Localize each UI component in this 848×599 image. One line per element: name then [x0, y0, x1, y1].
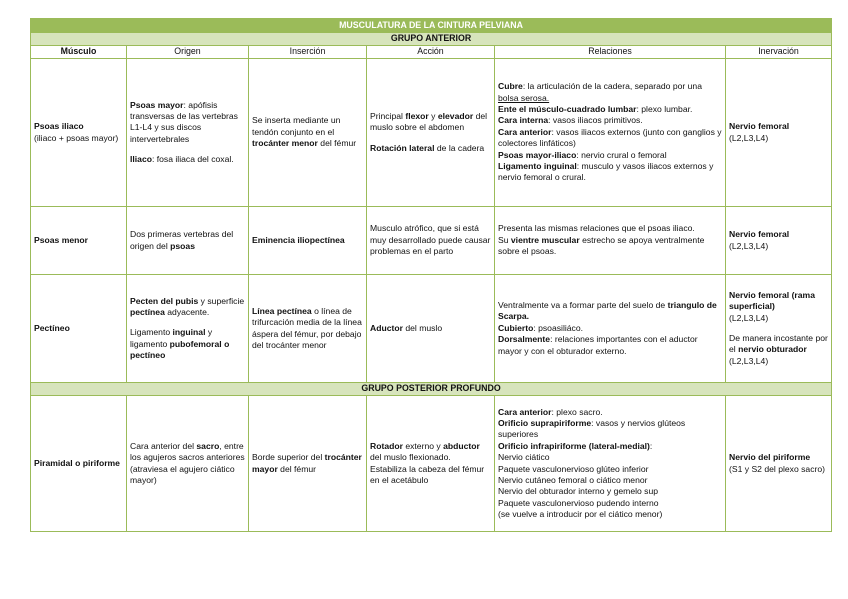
relation-text: Presenta las mismas relaciones que el psoas iliaco. — [498, 223, 695, 234]
origin-text: Ligamento — [130, 327, 173, 338]
column-header-accion: Acción — [367, 46, 495, 59]
relation-label: Cara interna — [498, 115, 549, 126]
muscle-note: (iliaco + psoas mayor) — [34, 132, 119, 143]
origin-label: Iliaco — [130, 154, 152, 165]
insertion-text: del fémur — [277, 463, 317, 474]
relation-label: Orificio infrapiriforme (lateral-medial) — [498, 440, 650, 451]
relation-label: Cubierto — [498, 322, 534, 333]
relation-label: Cara anterior — [498, 126, 552, 137]
nerve-text: De manera incostante por el — [729, 333, 828, 355]
muscle-name: Piramidal o piriforme — [34, 457, 120, 468]
relation-label: Dorsalmente — [498, 334, 551, 345]
origin-cell — [127, 396, 249, 532]
action-text: de la cadera — [434, 142, 485, 153]
insertion-text: del fémur — [317, 138, 357, 149]
origin-text: Cara anterior del — [130, 440, 197, 451]
column-header-relaciones: Relaciones — [495, 46, 726, 59]
group-anterior-header: GRUPO ANTERIOR — [31, 33, 832, 46]
nerve-roots: (S1 y S2 del plexo sacro) — [729, 463, 826, 474]
action-bold: flexor — [405, 110, 429, 121]
action-text: Estabiliza la cabeza del fémur en el acetábulo — [370, 463, 485, 485]
relation-text: estrecho se apoya ventralmente sobre el psoas. — [498, 234, 705, 257]
nerve-roots: (L2,L3,L4) — [729, 312, 769, 323]
nerve-name: Nervio femoral — [729, 121, 790, 132]
origin-cell — [127, 275, 249, 383]
action-bold: Aductor — [370, 322, 403, 333]
relation-label: Ente el músculo-cuadrado lumbar — [498, 104, 637, 115]
insertion-text: Se inserta mediante un tendón conjunto en el — [252, 115, 341, 137]
relation-underlined: bolsa serosa. — [498, 92, 550, 103]
table-row — [31, 59, 832, 207]
nerve-cell — [726, 207, 832, 275]
nerve-cell — [726, 396, 832, 532]
column-header-musculo: Músculo — [31, 46, 127, 59]
origin-bold: sacro — [196, 440, 220, 451]
insertion-bold: Eminencia iliopectínea — [252, 234, 345, 245]
action-text: Principal — [370, 110, 406, 121]
muscle-cell — [31, 207, 127, 275]
relation-label: Psoas mayor-iliaco — [498, 149, 577, 160]
muscle-cell — [31, 275, 127, 383]
list-item: (se vuelve a introducir por el ciático menor) — [498, 508, 663, 519]
insertion-bold: Línea pectínea — [252, 305, 312, 316]
action-text: del muslo — [402, 322, 443, 333]
insertion-cell — [249, 396, 367, 532]
origin-text: adyacente. — [164, 306, 210, 317]
table-title: MUSCULATURA DE LA CINTURA PELVIANA — [31, 19, 832, 33]
relations-cell — [495, 59, 726, 207]
insertion-bold: trocánter menor — [252, 138, 318, 149]
relations-cell — [495, 396, 726, 532]
relation-text: : — [649, 440, 653, 451]
column-header-insercion: Inserción — [249, 46, 367, 59]
insertion-cell — [249, 275, 367, 383]
relation-label: Cara anterior — [498, 406, 552, 417]
action-text: del muslo flexionado. — [370, 452, 451, 463]
muscle-name: Psoas menor — [34, 234, 88, 245]
relations-cell — [495, 275, 726, 383]
nerve-name: Nervio femoral (rama superficial) — [729, 289, 815, 312]
action-text: y — [428, 110, 438, 121]
origin-text: y ligamento — [130, 327, 213, 349]
list-item: Nervio ciático — [498, 452, 550, 463]
muscle-cell — [31, 396, 127, 532]
origin-text: Dos primeras vertebras del origen del — [130, 229, 234, 251]
relation-text: : plexo sacro. — [551, 406, 603, 417]
relation-text: : psoasiliáco. — [533, 322, 584, 333]
origin-bold: pectínea — [130, 306, 165, 317]
action-bold: Rotador — [370, 440, 403, 451]
action-text: externo y — [402, 440, 444, 451]
list-item: Paquete vasculonervioso glúteo inferior — [498, 463, 649, 474]
origin-bold: psoas — [170, 240, 195, 251]
relation-label: Cubre — [498, 81, 523, 92]
action-cell — [367, 207, 495, 275]
table-row — [31, 275, 832, 383]
muscle-cell — [31, 59, 127, 207]
relation-text: : relaciones importantes con el aductor mayor y con el obturador externo. — [498, 334, 698, 356]
relation-text: : vasos iliacos externos (junto con ganglios y colectores linfáticos) — [498, 126, 722, 149]
insertion-cell — [249, 207, 367, 275]
relation-text: : vasos y nervios glúteos superiores — [498, 418, 686, 440]
relation-label: Ligamento inguinal — [498, 160, 577, 171]
origin-label: Psoas mayor — [130, 99, 184, 110]
relation-label: Orificio suprapiriforme — [498, 418, 592, 429]
list-item: Paquete vasculonervioso pudendo interno — [498, 497, 659, 508]
column-header-inervacion: Inervación — [726, 46, 832, 59]
relation-text: : la articulación de la cadera, separado por una — [522, 81, 702, 92]
relation-bold: vientre muscular — [510, 234, 580, 245]
action-text: Musculo atrófico, que si está muy desarrollado puede causar problemas en el parto — [370, 223, 491, 257]
nerve-name: Nervio del piriforme — [729, 452, 811, 463]
nerve-cell — [726, 275, 832, 383]
relation-text: : nervio crural o femoral — [576, 149, 667, 160]
insertion-text: Borde superior del — [252, 452, 325, 463]
nerve-name: Nervio femoral — [729, 229, 790, 240]
relations-cell — [495, 207, 726, 275]
action-bold: Rotación lateral — [370, 142, 435, 153]
muscle-name: Pectíneo — [34, 322, 70, 333]
action-cell — [367, 59, 495, 207]
nerve-roots: (L2,L3,L4) — [729, 355, 769, 366]
insertion-bold: trocánter mayor — [252, 452, 362, 474]
nerve-name: nervio obturador — [738, 344, 807, 355]
origin-cell — [127, 207, 249, 275]
origin-text: y superficie — [198, 295, 245, 306]
list-item: Nervio cutáneo femoral o ciático menor — [498, 474, 648, 485]
relation-text: Ventralmente va a formar parte del suelo de — [498, 300, 668, 311]
action-cell — [367, 396, 495, 532]
relation-text: : vasos iliacos primitivos. — [548, 115, 643, 126]
nerve-roots: (L2,L3,L4) — [729, 240, 769, 251]
origin-text: : fosa iliaca del coxal. — [151, 154, 234, 165]
list-item: Nervio del obturador interno y gemelo sup — [498, 486, 659, 497]
table-row — [31, 207, 832, 275]
musculature-table — [30, 18, 832, 532]
nerve-roots: (L2,L3,L4) — [729, 132, 769, 143]
origin-text: : apófisis transversas de las vertebras L1-L4 y sus discos intervertebrales — [130, 99, 238, 144]
column-header-origen: Origen — [127, 46, 249, 59]
insertion-text: o línea de trifurcación media de la línea áspera del fémur, por debajo del trocánter menor — [252, 305, 362, 350]
nerve-cell — [726, 59, 832, 207]
relation-text: : musculo y vasos iliacos externos y nervio femoral o crural. — [498, 160, 714, 183]
relation-bold: triangulo de Scarpa. — [498, 300, 717, 322]
group-posterior-header: GRUPO POSTERIOR PROFUNDO — [31, 383, 832, 396]
origin-bold: inguinal — [172, 327, 206, 338]
muscle-name: Psoas iliaco — [34, 121, 84, 132]
origin-cell — [127, 59, 249, 207]
origin-bold: Pecten del pubis — [130, 295, 199, 306]
action-bold: abductor — [443, 440, 480, 451]
origin-bold: pubofemoral o pectíneo — [130, 338, 230, 361]
action-text: del muslo sobre el abdomen — [370, 110, 488, 133]
action-bold: elevador — [437, 110, 474, 121]
origin-text: , entre los agujeros sacros anteriores (atraviesa el agujero ciático mayor) — [130, 440, 245, 485]
table-row — [31, 396, 832, 532]
insertion-cell — [249, 59, 367, 207]
relation-text: Su — [498, 234, 511, 245]
action-cell — [367, 275, 495, 383]
relation-text: : plexo lumbar. — [636, 104, 693, 115]
